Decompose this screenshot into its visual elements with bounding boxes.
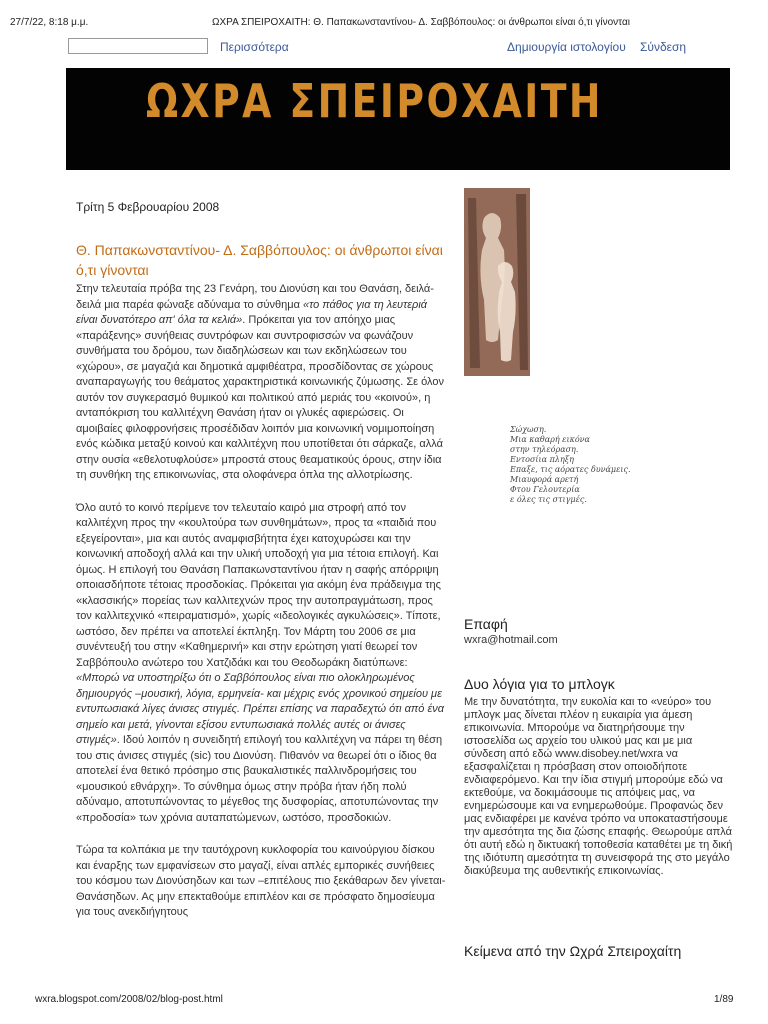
blogger-navbar [0, 36, 768, 58]
post-paragraph: Όλο αυτό το κοινό περίμενε τον τελευταίο καιρό μια στροφή από τον καλλιτέχνη προς την «κουλτούρα των συνθημάτων», προς τα «παιδιά που εξεγείρονται», μια και αυτός αναμφισβήτητα έχει κατοχυρώσει και την κοινωνική αποδοχή αλλά και την υλική υποδοχή για μια τέτοια επιλογή. Και όμως. Η επιλογή του Θανάση Παπακωνσταντίνου ήταν η σαφής απόρριψη οποιασδήποτε τέτοιας προσδοκίας. Πρόκειται για ακόμη ένα πράδειγμα της «κλασσικής» πορείας των καλλιτεχνών προς την αυτοπραγμάτωση, προς τον καλλιτεχνικό «πειραματισμό», χωρίς «ιδεολογικές αγκυλώσεις». Τίποτε, ωστόσο, δεν πρέπει να αποτελεί έκπληξη. Τον Μάρτη του 2006 σε μια συνέντευξή του στην «Καθημερινή» και στην ερώτηση γιατί θεωρεί τον Σαββόπουλο ανώτερο του Χατζιδάκι και του Θεοδωράκη διατύπωνε: «Μπορώ να υποστηρίξω ότι ο Σαββόπουλος είναι πιο ολοκληρωμένος δημιουργός –μουσική, λόγια, ερμηνεία- και μέχρις ενός χρονικού σημείου με εντυπωσιακά λίγες άνισες στιγμές. Πρέπει επίσης να παραδεχτώ ότι από ένα σημείο και μετά, γίνονται εξίσου εντυπωσιακά πολλές αυτές οι άνισες στιγμές». Ιδού λοιπόν η συνειδητή επιλογή του καλλιτέχνη να πάρει τη θέση του στις άνισες στιγμές (sic) του Διονύση. Πιθανόν να θεωρεί ότι ο ίδιος θα αποτελεί ένα θετικό πρόσημο στις βαυκαλιστικές παλλινδρομήσεις του «μουσικού εθνάρχη». Το σύνθημα όμως στην πρόβα ήταν ήδη πολύ αδύναμο, αποτυπώνοντας το μέγεθος της δυσφορίας, αποτυπώνοντας την «προδοσία» των χρόνια αυταπατώμενων, ωστόσο, προσδοκιών. [76, 501, 445, 824]
post-paragraph: Στην τελευταία πρόβα της 23 Γενάρη, του Διονύση και του Θανάση, δειλά-δειλά μια παρέα φώναξε αδύναμα το σύνθημα «το πάθος για τη λευτεριά είναι δυνατότερο απ' όλα τα κελιά». Πρόκειται για τον απόηχο μιας «παράξενης» συνήθειας συντρόφων και συντροφισσών να φωνάζουν συνθήματα του δρόμου, των διαδηλώσεων και των εκδηλώσεων του «χώρου», σε μαγαζιά και δημοτικά αμφιθέατρα, προσδίδοντας σε χώρους αναπαραγωγής του θεάματος χαρακτηριστικά κοινωνικής ζύμωσης. Σε όλον αυτόν τον συγκερασμό θυμικού και πολιτικού από μεριάς του «κοινού», η ανταπόκριση του καλλιτέχνη Θανάση ήταν οι γλυκές αφιερώσεις. Οι αμοιβαίες φιλοφρονήσεις προσέδιδαν λοιπόν μια κοινωνική νομιμοποίηση ενός κώδικα μεταξύ κοινού και καλλιτέχνη που υποτίθεται ότι σάρκαζε, αλλά στην ουσία «εθελοτυφλούσε» μπροστά στους θεαματικούς όρους, στην ίδια τη συνθήκη της επικοινωνίας, στα ολοφάνερα όπλα της αλλοτρίωσης. [76, 283, 444, 481]
print-page-title: ΩΧΡΑ ΣΠΕΙΡΟΧΑΙΤΗ: Θ. Παπακωνσταντίνου- Δ. Σαββόπουλος: οι άνθρωποι είναι ό,τι γίνονται [212, 17, 630, 28]
create-blog-link[interactable]: Δημιουργία ιστολογίου [507, 40, 626, 54]
sidebar-artwork-image [464, 188, 530, 376]
search-input[interactable] [68, 38, 208, 54]
handwritten-note: Σώχωση. Μια καθαρή εικόνα στην τηλεόραση. Εντοσίια πληξη Επαξε, τις αόρατες δυνάμεις. Μιαυφορά αρετή Φτου Γελουτερία ε όλες τις στιγμές. [510, 425, 631, 504]
texts-heading: Κείμενα από την Ωχρά Σπειροχαίτη [464, 943, 682, 959]
about-text: Με την δυνατότητα, την ευκολία και το «νεύρο» του μπλογκ μας δίνεται πλέον η ευκαιρία για άμεση επικοινωνία. Μπορούμε να διατηρήσουμε την ιστοσελίδα ως αρχείο του υλικού μας και με μια σύνδεση από εδώ www.disobey.net/wxra να εξασφαλίζεται η πρόσβαση στον οποιοδήποτε ενδιαφερόμενο. Και την ίδια στιγμή μπορούμε εδώ να εκτεθούμε, να δοκιμάσουμε τις απόψεις μας, να ενημερώσουμε και να ενημερωθούμε. Προφανώς δεν μας ενδιαφέρει με κανένα τρόπο να υποκαταστήσουμε την αμεσότητα της δια ζώσης επαφής. Θεωρούμε απλά ότι αυτή εδώ η δικτυακή τοποθεσία καταθέτει με τη δική της ιδιότυπη αμεσότητα τη συνεισφορά της στο μεγάλο διακύβευμα της αυθεντικής επικοινωνίας. [464, 696, 733, 877]
print-date: 27/7/22, 8:18 μ.μ. [10, 17, 89, 28]
blog-title: ΩΧΡΑ ΣΠΕΙΡΟΧΑΙΤΗ [146, 74, 603, 128]
print-footer [0, 992, 768, 1016]
post-date: Τρίτη 5 Φεβρουαρίου 2008 [76, 200, 220, 214]
post-paragraph: Τώρα τα κολπάκια με την ταυτόχρονη κυκλοφορία του καινούργιου δίσκου και έναρξης των εμφανίσεων στο μαγαζί, είναι απλές εμπορικές συνήθειες του κόσμου των Διονύσηδων και των –επιτέλους πιο ξεκάθαρων δεν γίνεται- Θανάσηδων. Ας μην επεκταθούμε επιπλέον και σε πρόσφατο δημοσίευμα για τους ανεκδιήγητους [76, 844, 446, 918]
about-heading: Δυο λόγια για το μπλογκ [464, 676, 615, 692]
print-url: wxra.blogspot.com/2008/02/blog-post.html [35, 994, 223, 1005]
artwork-illustration [464, 188, 530, 376]
print-page-number: 1/89 [714, 994, 734, 1005]
blog-banner[interactable] [66, 68, 730, 170]
post-title[interactable]: Θ. Παπακωνσταντίνου- Δ. Σαββόπουλος: οι άνθρωποι είναι ό,τι γίνονται [76, 242, 443, 278]
sign-in-link[interactable]: Σύνδεση [640, 40, 687, 54]
contact-email: wxra@hotmail.com [464, 634, 558, 646]
more-link[interactable]: Περισσότερα [220, 40, 289, 54]
contact-heading: Επαφή [464, 616, 508, 632]
post-body [76, 282, 448, 938]
print-header [0, 0, 768, 32]
